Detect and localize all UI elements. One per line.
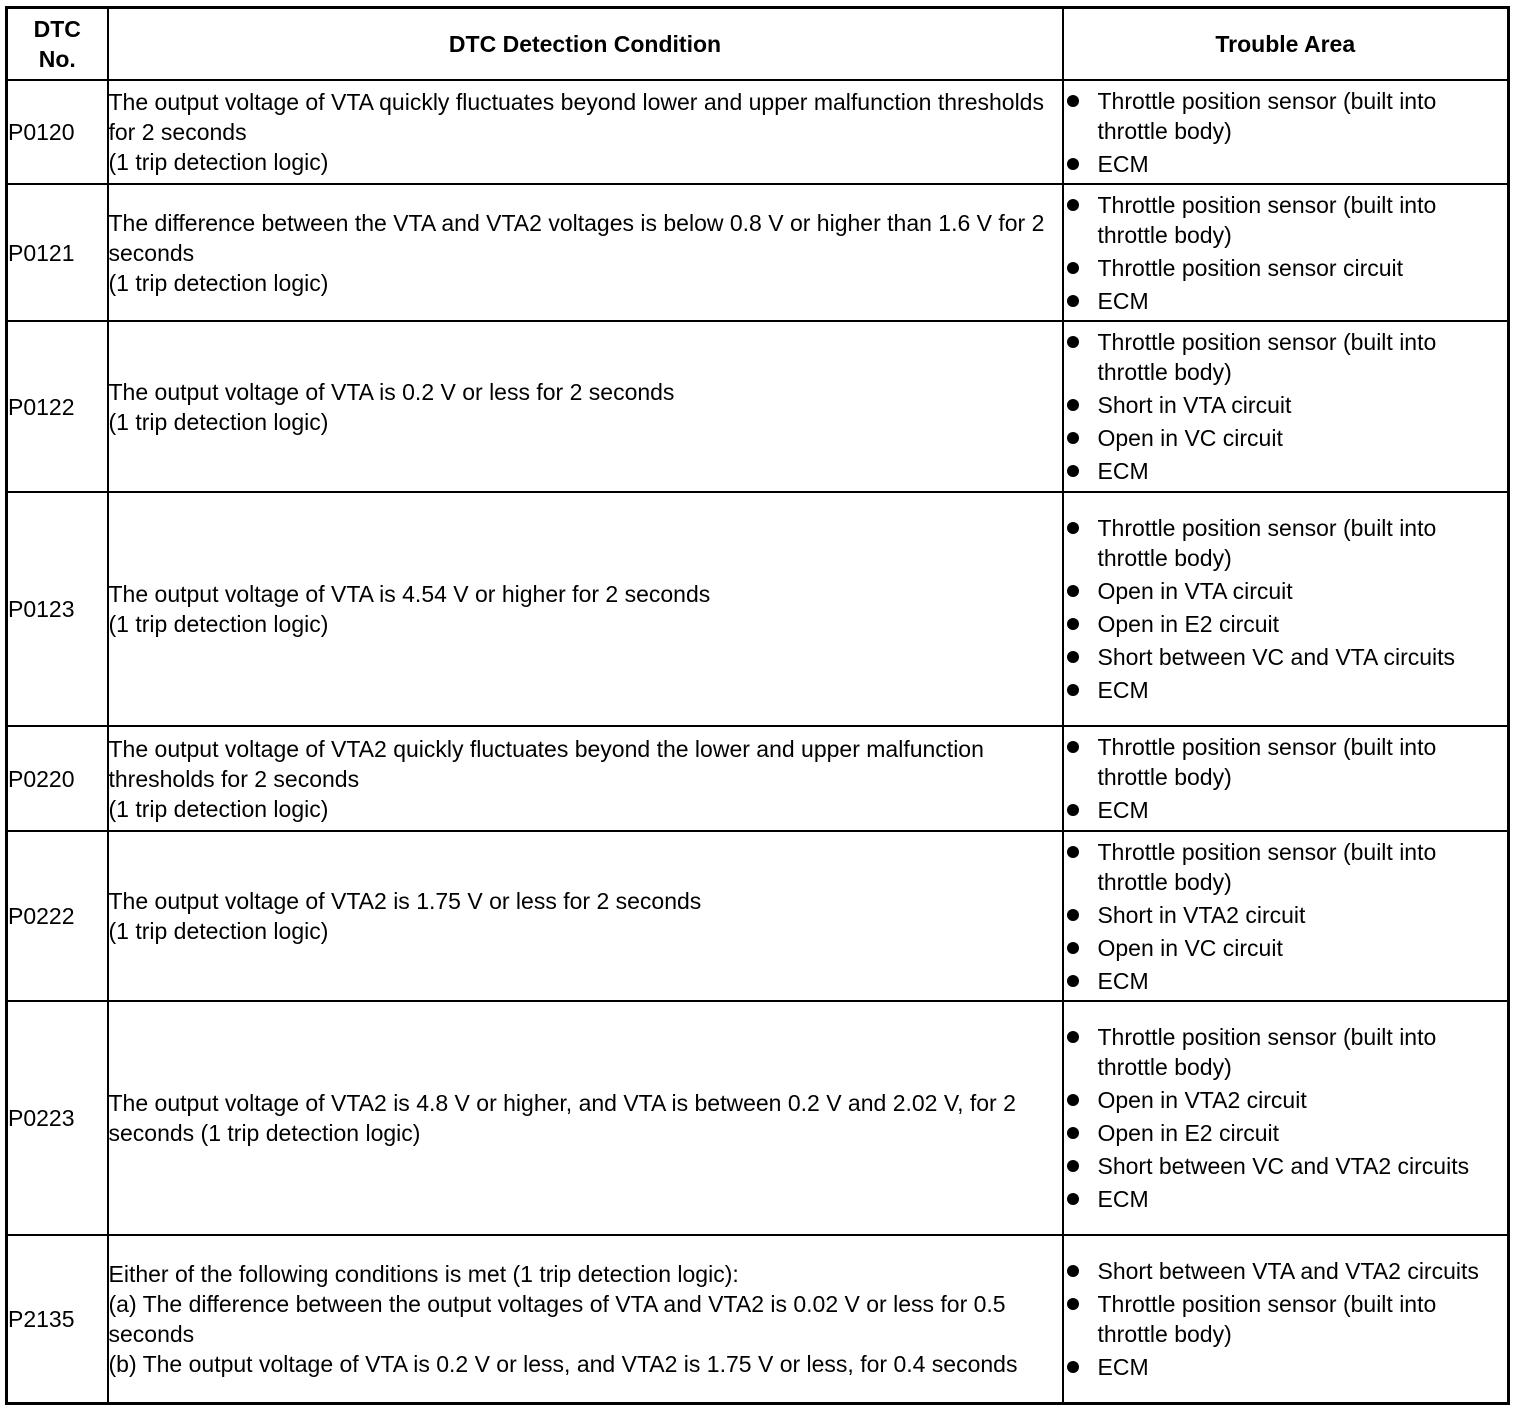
trouble-area-item: Throttle position sensor (built into throttle body) <box>1097 1024 1437 1080</box>
bullet-icon <box>1067 1094 1079 1106</box>
trouble-area-item: Throttle position sensor (built into throttle body) <box>1097 838 1437 895</box>
trouble-area-item: Short between VC and VTA2 circuits <box>1097 1153 1470 1179</box>
list-item <box>1064 513 1508 573</box>
table-row <box>7 831 1509 1001</box>
trouble-area <box>1063 492 1509 726</box>
trouble-area-item: Throttle position sensor (built into throttle body) <box>1097 515 1437 571</box>
trouble-area-item: ECM <box>1097 458 1149 484</box>
condition-line: The output voltage of VTA quickly fluctuates beyond lower and upper malfunction thresholds for 2 seconds <box>108 89 1044 145</box>
trouble-area-item: ECM <box>1097 967 1149 994</box>
trouble-area-item: ECM <box>1097 1353 1149 1380</box>
trouble-area <box>1063 80 1509 184</box>
trouble-area-item: Short between VC and VTA circuits <box>1097 644 1456 670</box>
trouble-area-item: Throttle position sensor circuit <box>1097 254 1404 281</box>
detection-condition <box>108 492 1063 726</box>
trouble-area-list <box>1064 732 1508 825</box>
bullet-icon <box>1067 199 1079 211</box>
detection-condition <box>108 80 1063 184</box>
condition-line: (1 trip detection logic) <box>108 611 329 637</box>
condition-line: (b) The output voltage of VTA is 0.2 V or less, and VTA2 is 1.75 V or less, for 0.4 seconds <box>108 1350 1018 1377</box>
bullet-icon <box>1067 399 1079 411</box>
trouble-area <box>1063 321 1509 492</box>
condition-line: (1 trip detection logic) <box>108 408 329 435</box>
bullet-icon <box>1067 585 1079 597</box>
table-row <box>7 321 1509 492</box>
list-item <box>1064 1289 1508 1349</box>
trouble-area <box>1063 831 1509 1001</box>
condition-line: (1 trip detection logic) <box>108 149 329 175</box>
trouble-area-item: ECM <box>1097 677 1149 703</box>
trouble-area-item: Throttle position sensor (built into throttle body) <box>1097 191 1437 248</box>
trouble-area-item: Throttle position sensor (built into throttle body) <box>1097 734 1437 790</box>
list-item <box>1064 149 1508 179</box>
bullet-icon <box>1067 1265 1079 1277</box>
trouble-area-item: ECM <box>1097 287 1149 314</box>
list-item <box>1064 253 1508 283</box>
trouble-area <box>1063 726 1509 831</box>
table-body <box>7 80 1509 1403</box>
header-dtc-no-line1: DTC <box>33 16 81 42</box>
bullet-icon <box>1067 741 1079 753</box>
header-detection-condition: DTC Detection Condition <box>108 8 1063 81</box>
list-item <box>1064 1118 1508 1148</box>
trouble-area-item: Throttle position sensor (built into throttle body) <box>1097 87 1437 144</box>
bullet-icon <box>1067 909 1079 921</box>
detection-condition <box>108 321 1063 492</box>
trouble-area-list <box>1064 1256 1508 1382</box>
bullet-icon <box>1067 942 1079 954</box>
dtc-code: P0223 <box>7 1001 108 1235</box>
bullet-icon <box>1067 336 1079 348</box>
condition-line: (1 trip detection logic) <box>108 269 329 296</box>
trouble-area-item: Open in VC circuit <box>1097 425 1283 451</box>
header-dtc-no <box>7 8 108 81</box>
list-item <box>1064 732 1508 792</box>
dtc-code: P0121 <box>7 184 108 321</box>
list-item <box>1064 795 1508 825</box>
list-item <box>1064 966 1508 996</box>
bullet-icon <box>1067 1361 1079 1373</box>
list-item <box>1064 576 1508 606</box>
trouble-area-item: Short between VTA and VTA2 circuits <box>1097 1257 1479 1284</box>
bullet-icon <box>1067 1298 1079 1310</box>
trouble-area-item: Short in VTA circuit <box>1097 392 1292 418</box>
bullet-icon <box>1067 975 1079 987</box>
condition-line: (1 trip detection logic) <box>108 795 329 822</box>
list-item <box>1064 286 1508 316</box>
condition-line: The output voltage of VTA is 4.54 V or higher for 2 seconds <box>108 581 711 607</box>
bullet-icon <box>1067 95 1079 107</box>
bullet-icon <box>1067 522 1079 534</box>
bullet-icon <box>1067 804 1079 816</box>
list-item <box>1064 1184 1508 1214</box>
bullet-icon <box>1067 1031 1079 1043</box>
bullet-icon <box>1067 651 1079 663</box>
list-item <box>1064 1085 1508 1115</box>
bullet-icon <box>1067 432 1079 444</box>
list-item <box>1064 837 1508 897</box>
dtc-code: P0120 <box>7 80 108 184</box>
list-item <box>1064 86 1508 146</box>
detection-condition <box>108 184 1063 321</box>
condition-line: The output voltage of VTA2 is 4.8 V or higher, and VTA is between 0.2 V and 2.02 V, for 2 seconds (1 trip detection logic) <box>108 1090 1016 1146</box>
trouble-area-item: Open in VC circuit <box>1097 934 1283 961</box>
list-item <box>1064 933 1508 963</box>
trouble-area-item: ECM <box>1097 797 1149 823</box>
trouble-area-item: Open in E2 circuit <box>1097 1120 1280 1146</box>
trouble-area-list <box>1064 327 1508 486</box>
trouble-area-item: ECM <box>1097 150 1149 177</box>
trouble-area-item: Short in VTA2 circuit <box>1097 901 1306 928</box>
bullet-icon <box>1067 465 1079 477</box>
table-row <box>7 492 1509 726</box>
bullet-icon <box>1067 262 1079 274</box>
list-item <box>1064 1022 1508 1082</box>
dtc-code: P0122 <box>7 321 108 492</box>
detection-condition <box>108 726 1063 831</box>
dtc-code: P0220 <box>7 726 108 831</box>
header-trouble-area: Trouble Area <box>1063 8 1509 81</box>
bullet-icon <box>1067 1193 1079 1205</box>
bullet-icon <box>1067 618 1079 630</box>
list-item <box>1064 1151 1508 1181</box>
trouble-area-item: Open in VTA circuit <box>1097 578 1293 604</box>
condition-line: The output voltage of VTA2 is 1.75 V or less for 2 seconds <box>108 888 702 914</box>
list-item <box>1064 900 1508 930</box>
trouble-area <box>1063 1001 1509 1235</box>
list-item <box>1064 456 1508 486</box>
detection-condition <box>108 1235 1063 1403</box>
header-dtc-no-line2: No. <box>38 46 76 72</box>
bullet-icon <box>1067 1127 1079 1139</box>
trouble-area-list <box>1064 86 1508 179</box>
list-item <box>1064 327 1508 387</box>
trouble-area-item: Throttle position sensor (built into throttle body) <box>1097 329 1437 385</box>
trouble-area-item: ECM <box>1097 1186 1149 1212</box>
table-row <box>7 1001 1509 1235</box>
bullet-icon <box>1067 1160 1079 1172</box>
table-row <box>7 184 1509 321</box>
condition-line: (1 trip detection logic) <box>108 918 329 944</box>
list-item <box>1064 642 1508 672</box>
table-row <box>7 80 1509 184</box>
trouble-area-list <box>1064 190 1508 316</box>
list-item <box>1064 1352 1508 1382</box>
bullet-icon <box>1067 684 1079 696</box>
list-item <box>1064 423 1508 453</box>
list-item <box>1064 609 1508 639</box>
dtc-code: P0222 <box>7 831 108 1001</box>
condition-line: The difference between the VTA and VTA2 voltages is below 0.8 V or higher than 1.6 V for 2 seconds <box>108 209 1045 266</box>
condition-line: The output voltage of VTA2 quickly fluctuates beyond the lower and upper malfunction thresholds for 2 seconds <box>108 735 984 792</box>
dtc-code: P2135 <box>7 1235 108 1403</box>
list-item <box>1064 390 1508 420</box>
bullet-icon <box>1067 846 1079 858</box>
trouble-area-item: Open in E2 circuit <box>1097 611 1280 637</box>
condition-line: (a) The difference between the output voltages of VTA and VTA2 is 0.02 V or less for 0.5 seconds <box>108 1290 1006 1347</box>
bullet-icon <box>1067 295 1079 307</box>
list-item <box>1064 675 1508 705</box>
table-row <box>7 1235 1509 1403</box>
trouble-area <box>1063 184 1509 321</box>
detection-condition <box>108 1001 1063 1235</box>
list-item <box>1064 1256 1508 1286</box>
list-item <box>1064 190 1508 250</box>
bullet-icon <box>1067 158 1079 170</box>
detection-condition <box>108 831 1063 1001</box>
trouble-area-list <box>1064 1022 1508 1214</box>
condition-line: Either of the following conditions is met (1 trip detection logic): <box>108 1260 739 1287</box>
trouble-area-list <box>1064 837 1508 996</box>
trouble-area <box>1063 1235 1509 1403</box>
table-row <box>7 726 1509 831</box>
dtc-code: P0123 <box>7 492 108 726</box>
trouble-area-list <box>1064 513 1508 705</box>
trouble-area-item: Throttle position sensor (built into throttle body) <box>1097 1290 1437 1347</box>
condition-line: The output voltage of VTA is 0.2 V or less for 2 seconds <box>108 378 675 405</box>
trouble-area-item: Open in VTA2 circuit <box>1097 1087 1307 1113</box>
dtc-table-container <box>5 6 1510 1405</box>
table-header-row <box>7 8 1509 81</box>
dtc-table <box>5 6 1510 1405</box>
